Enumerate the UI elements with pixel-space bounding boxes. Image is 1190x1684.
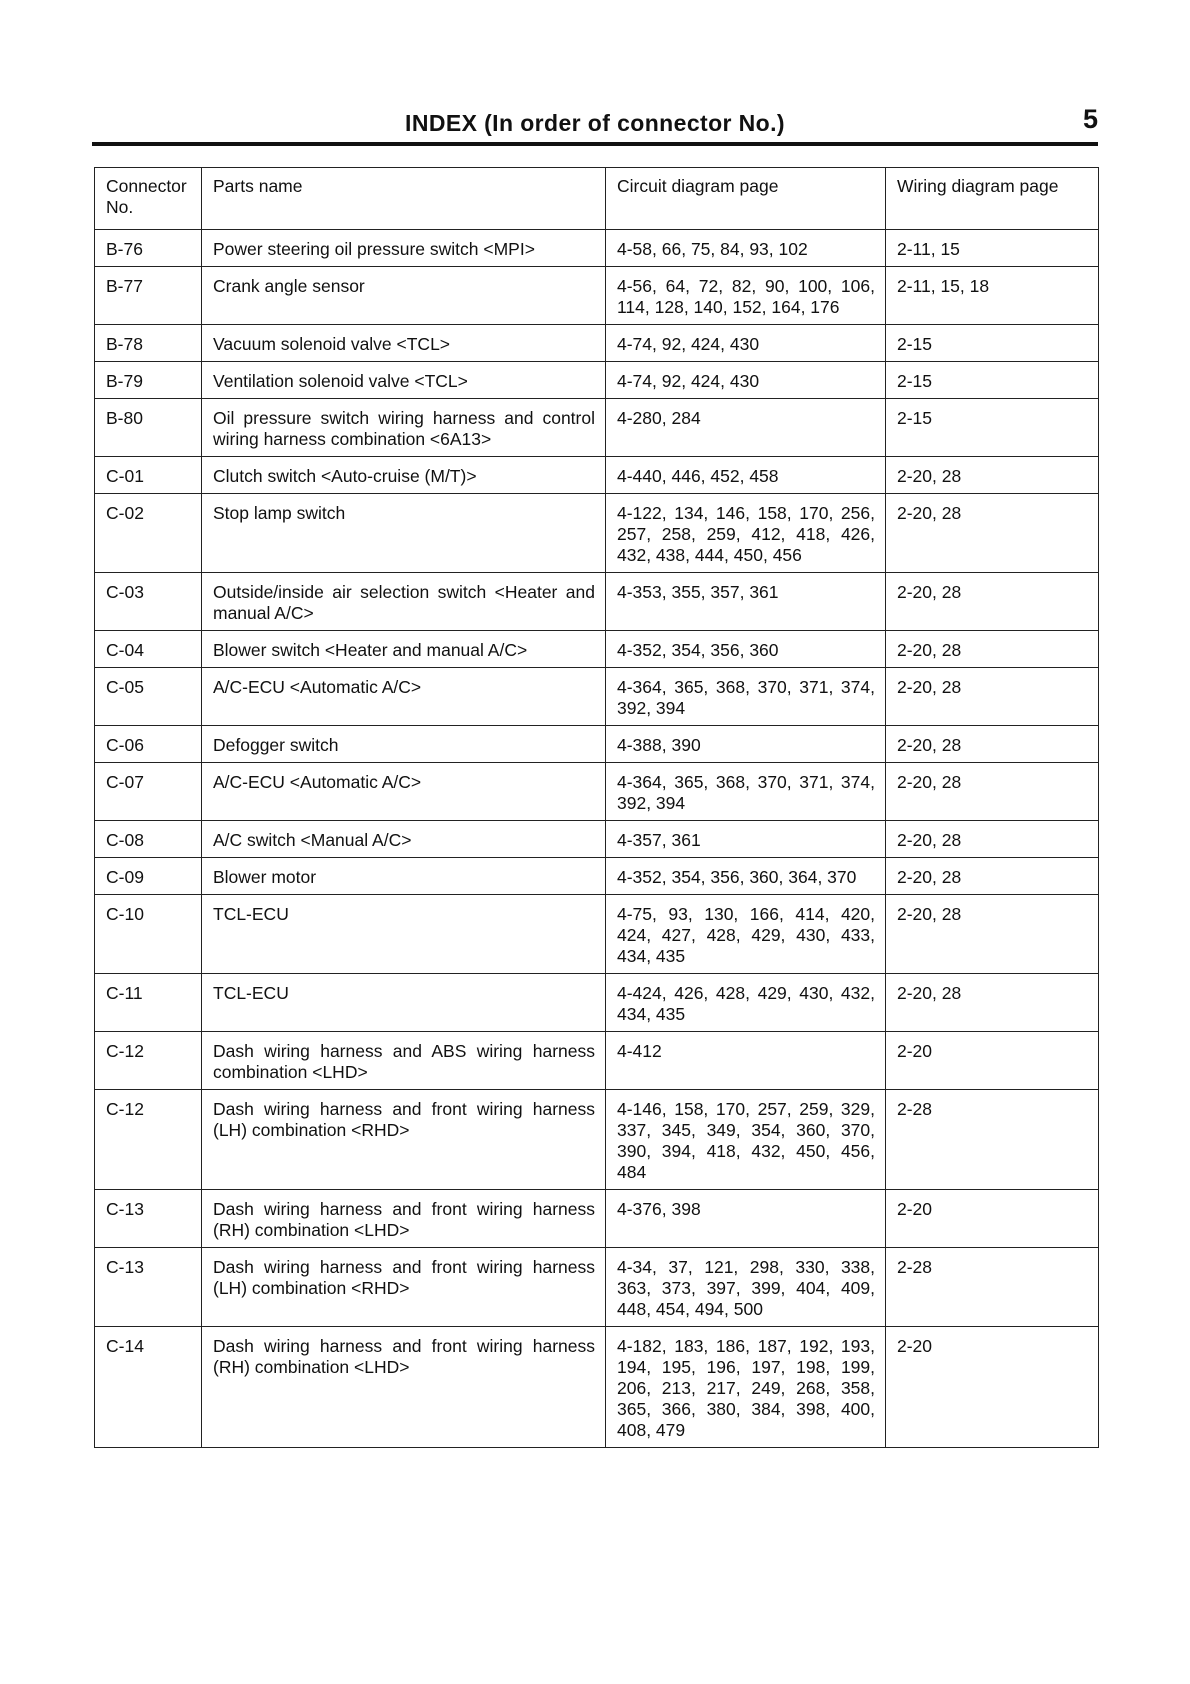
table-row [95,858,1099,895]
cell-circuit-diagram-page: 4-58, 66, 75, 84, 93, 102 [606,230,886,267]
cell-connector-no: C-13 [95,1248,202,1327]
cell-connector-no: C-02 [95,494,202,573]
table-row [95,573,1099,631]
table-row [95,631,1099,668]
table-row [95,1032,1099,1090]
table-row [95,895,1099,974]
cell-wiring-diagram-page: 2-20, 28 [886,457,1099,494]
cell-connector-no: C-11 [95,974,202,1032]
cell-wiring-diagram-page: 2-28 [886,1248,1099,1327]
table-row [95,974,1099,1032]
cell-circuit-diagram-page: 4-56, 64, 72, 82, 90, 100, 106, 114, 128, 140, 152, 164, 176 [606,267,886,325]
page-number: 5 [1082,104,1098,134]
cell-connector-no: B-77 [95,267,202,325]
header-wiring-diagram-page: Wiring diagram page [886,168,1099,230]
connector-index-table [94,167,1099,1448]
table-row [95,362,1099,399]
cell-circuit-diagram-page: 4-364, 365, 368, 370, 371, 374, 392, 394 [606,668,886,726]
cell-connector-no: B-76 [95,230,202,267]
cell-connector-no: C-13 [95,1190,202,1248]
cell-connector-no: C-12 [95,1032,202,1090]
cell-wiring-diagram-page: 2-20, 28 [886,573,1099,631]
cell-wiring-diagram-page: 2-20 [886,1032,1099,1090]
table-row [95,726,1099,763]
cell-parts-name: Outside/inside air selection switch <Heater and manual A/C> [202,573,606,631]
page-title: INDEX (In order of connector No.) [405,110,785,136]
cell-connector-no: C-01 [95,457,202,494]
table-row [95,763,1099,821]
cell-connector-no: C-04 [95,631,202,668]
header-parts-name: Parts name [202,168,606,230]
cell-connector-no: C-05 [95,668,202,726]
cell-parts-name: Stop lamp switch [202,494,606,573]
cell-circuit-diagram-page: 4-75, 93, 130, 166, 414, 420, 424, 427, 428, 429, 430, 433, 434, 435 [606,895,886,974]
cell-parts-name: Clutch switch <Auto-cruise (M/T)> [202,457,606,494]
table-row [95,325,1099,362]
cell-circuit-diagram-page: 4-182, 183, 186, 187, 192, 193, 194, 195, 196, 197, 198, 199, 206, 213, 217, 249, 268, 358, 365, 366, 380, 384, 398, 400, 408, 479 [606,1327,886,1448]
cell-circuit-diagram-page: 4-352, 354, 356, 360 [606,631,886,668]
cell-circuit-diagram-page: 4-364, 365, 368, 370, 371, 374, 392, 394 [606,763,886,821]
cell-wiring-diagram-page: 2-20, 28 [886,858,1099,895]
cell-circuit-diagram-page: 4-34, 37, 121, 298, 330, 338, 363, 373, 397, 399, 404, 409, 448, 454, 494, 500 [606,1248,886,1327]
cell-parts-name: Dash wiring harness and ABS wiring harness combination <LHD> [202,1032,606,1090]
cell-parts-name: Dash wiring harness and front wiring harness (LH) combination <RHD> [202,1248,606,1327]
cell-connector-no: C-14 [95,1327,202,1448]
cell-circuit-diagram-page: 4-388, 390 [606,726,886,763]
cell-parts-name: Blower switch <Heater and manual A/C> [202,631,606,668]
table-row [95,821,1099,858]
cell-circuit-diagram-page: 4-122, 134, 146, 158, 170, 256, 257, 258, 259, 412, 418, 426, 432, 438, 444, 450, 456 [606,494,886,573]
cell-circuit-diagram-page: 4-146, 158, 170, 257, 259, 329, 337, 345, 349, 354, 360, 370, 390, 394, 418, 432, 450, 456, 484 [606,1090,886,1190]
cell-wiring-diagram-page: 2-28 [886,1090,1099,1190]
cell-parts-name: A/C-ECU <Automatic A/C> [202,668,606,726]
cell-connector-no: C-10 [95,895,202,974]
cell-wiring-diagram-page: 2-15 [886,325,1099,362]
cell-connector-no: C-09 [95,858,202,895]
cell-wiring-diagram-page: 2-20, 28 [886,821,1099,858]
cell-parts-name: Dash wiring harness and front wiring harness (RH) combination <LHD> [202,1327,606,1448]
cell-wiring-diagram-page: 2-20, 28 [886,668,1099,726]
cell-parts-name: Oil pressure switch wiring harness and control wiring harness combination <6A13> [202,399,606,457]
cell-parts-name: TCL-ECU [202,895,606,974]
cell-circuit-diagram-page: 4-357, 361 [606,821,886,858]
cell-parts-name: Vacuum solenoid valve <TCL> [202,325,606,362]
header-connector-no: Connector No. [95,168,202,230]
header-circuit-diagram-page: Circuit diagram page [606,168,886,230]
table-row [95,230,1099,267]
table-row [95,1090,1099,1190]
cell-circuit-diagram-page: 4-440, 446, 452, 458 [606,457,886,494]
cell-parts-name: Defogger switch [202,726,606,763]
cell-parts-name: A/C switch <Manual A/C> [202,821,606,858]
cell-circuit-diagram-page: 4-280, 284 [606,399,886,457]
table-row [95,457,1099,494]
cell-connector-no: C-07 [95,763,202,821]
cell-wiring-diagram-page: 2-20, 28 [886,726,1099,763]
table-row [95,399,1099,457]
cell-connector-no: B-79 [95,362,202,399]
cell-wiring-diagram-page: 2-20, 28 [886,494,1099,573]
table-row [95,1327,1099,1448]
cell-connector-no: C-12 [95,1090,202,1190]
cell-circuit-diagram-page: 4-424, 426, 428, 429, 430, 432, 434, 435 [606,974,886,1032]
cell-circuit-diagram-page: 4-376, 398 [606,1190,886,1248]
cell-connector-no: C-06 [95,726,202,763]
cell-connector-no: C-03 [95,573,202,631]
cell-connector-no: C-08 [95,821,202,858]
cell-wiring-diagram-page: 2-20, 28 [886,895,1099,974]
table-header-row [95,168,1099,230]
cell-parts-name: Power steering oil pressure switch <MPI> [202,230,606,267]
cell-wiring-diagram-page: 2-15 [886,362,1099,399]
table-row [95,668,1099,726]
cell-wiring-diagram-page: 2-20, 28 [886,763,1099,821]
cell-connector-no: B-78 [95,325,202,362]
cell-wiring-diagram-page: 2-11, 15 [886,230,1099,267]
table-row [95,267,1099,325]
cell-parts-name: A/C-ECU <Automatic A/C> [202,763,606,821]
cell-wiring-diagram-page: 2-20, 28 [886,631,1099,668]
cell-wiring-diagram-page: 2-20 [886,1190,1099,1248]
cell-circuit-diagram-page: 4-412 [606,1032,886,1090]
cell-wiring-diagram-page: 2-20, 28 [886,974,1099,1032]
cell-wiring-diagram-page: 2-15 [886,399,1099,457]
cell-circuit-diagram-page: 4-353, 355, 357, 361 [606,573,886,631]
cell-parts-name: Dash wiring harness and front wiring harness (LH) combination <RHD> [202,1090,606,1190]
table-body [95,230,1099,1448]
cell-parts-name: Ventilation solenoid valve <TCL> [202,362,606,399]
cell-parts-name: TCL-ECU [202,974,606,1032]
cell-wiring-diagram-page: 2-20 [886,1327,1099,1448]
table-row [95,1248,1099,1327]
table-row [95,1190,1099,1248]
page-header [92,104,1098,146]
cell-connector-no: B-80 [95,399,202,457]
cell-circuit-diagram-page: 4-74, 92, 424, 430 [606,325,886,362]
cell-wiring-diagram-page: 2-11, 15, 18 [886,267,1099,325]
cell-parts-name: Blower motor [202,858,606,895]
table-row [95,494,1099,573]
cell-parts-name: Crank angle sensor [202,267,606,325]
cell-parts-name: Dash wiring harness and front wiring harness (RH) combination <LHD> [202,1190,606,1248]
cell-circuit-diagram-page: 4-74, 92, 424, 430 [606,362,886,399]
cell-circuit-diagram-page: 4-352, 354, 356, 360, 364, 370 [606,858,886,895]
